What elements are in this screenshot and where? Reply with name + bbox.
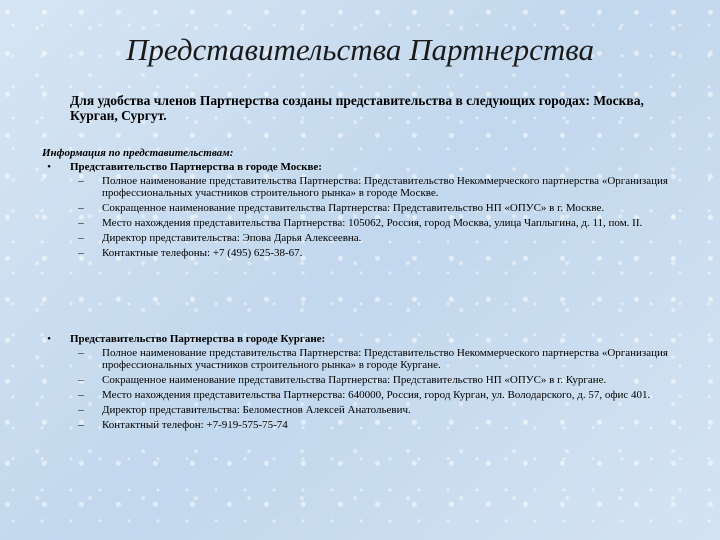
list-item-text: Контактный телефон: +7-919-575-75-74 [102, 419, 288, 431]
list-item [42, 202, 668, 214]
section-heading [42, 161, 668, 173]
section-heading-text: Представительство Партнерства в городе Москве: [70, 161, 322, 173]
dash-icon: – [78, 232, 84, 244]
dash-icon: – [78, 217, 84, 229]
list-item-text: Полное наименование представительства Партнерства: Представительство Некоммерческого партнерства «Организация профессиональных участников строительного рынка» в городе Кургане. [102, 347, 668, 371]
intro-text: Для удобства членов Партнерства созданы представительства в следующих городах: Москва, Курган, Сургут. [70, 93, 644, 123]
dash-icon: – [78, 374, 84, 386]
list-item [42, 404, 668, 416]
list-item-text: Директор представительства: Эпова Дарья Алексеевна. [102, 232, 362, 244]
list-item [42, 347, 668, 371]
list-item [42, 247, 668, 259]
dash-icon: – [78, 404, 84, 416]
list-item-text: Место нахождения представительства Партнерства: 105062, Россия, город Москва, улица Чаплыгина, д. 11, пом. II. [102, 217, 643, 229]
dash-icon: – [78, 202, 84, 214]
dash-icon: – [78, 347, 84, 359]
list-item-text: Директор представительства: Беломестнов Алексей Анатольевич. [102, 404, 411, 416]
list-item [42, 389, 668, 401]
list-item-text: Место нахождения представительства Партнерства: 640000, Россия, город Курган, ул. Володарского, д. 57, офис 401. [102, 389, 651, 401]
list-item-text: Полное наименование представительства Партнерства: Представительство Некоммерческого партнерства «Организация профессиональных участников строительного рынка» в городе Москве. [102, 175, 668, 199]
info-heading: Информация по представительствам: [42, 147, 234, 159]
list-item-text: Контактные телефоны: +7 (495) 625-38-67. [102, 247, 303, 259]
list-item-text: Сокращенное наименование представительства Партнерства: Представительство НП «ОПУС» в г. Кургане. [102, 374, 607, 386]
list-item [42, 419, 668, 431]
list-item [42, 374, 668, 386]
list-item [42, 232, 668, 244]
list-item [42, 175, 668, 199]
section-moscow [42, 161, 668, 262]
section-heading-text: Представительство Партнерства в городе Кургане: [70, 333, 326, 345]
list-item-text: Сокращенное наименование представительства Партнерства: Представительство НП «ОПУС» в г. Москве. [102, 202, 605, 214]
slide-title: Представительства Партнерства [125, 32, 595, 67]
bullet-icon: • [47, 161, 51, 173]
section-kurgan [42, 333, 668, 434]
dash-icon: – [78, 419, 84, 431]
dash-icon: – [78, 175, 84, 187]
dash-icon: – [78, 389, 84, 401]
list-item [42, 217, 668, 229]
section-heading [42, 333, 668, 345]
bullet-icon: • [47, 333, 51, 345]
dash-icon: – [78, 247, 84, 259]
